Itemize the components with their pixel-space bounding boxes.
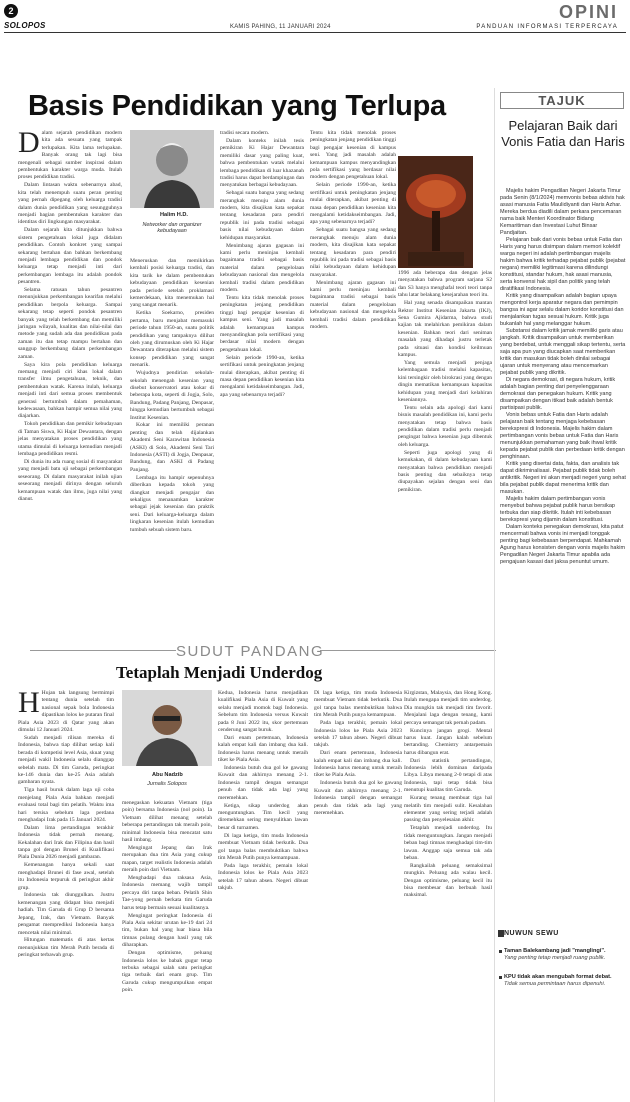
author-photo-halim <box>130 130 214 208</box>
opinion-headline: Tetaplah Menjadi Underdog <box>116 663 323 682</box>
main-headline: Basis Pendidikan yang Terlupa <box>28 90 446 122</box>
main-article-col3: tradisi secara modern. Dalam konteks inilah tesis pemikiran Ki Hajar Dewantara memiliki dasar yang paling kuat, bahwa pembentukan watak melalui lembaga pendidikan di luar khazanah tradisi harus dapat berdampingan dan menyatukan berbagai kebudayaan. Sebagai suatu bangsa yang sedang merangkak menuju alam dunia modern, kita disajikan kata sepakat tentang kesadaran para pendiri republik ini pada tradisi sebagai basis nilai kebudayaan dalam kehidupan masyarakat. Menimbang ajaran gagasan ini kami perlu meninjau kembali bagaimana tradisi sebagai basis material dalam pengelolaan kebudayaan nasional dan mengelola kembali tradisi dalam pendidikan modern. Tentu kita tidak menolak proses peningkatan jenjang pendidikan tinggi bagi pengajar kesenian di kampus seni. Yang jadi masalah adalah kemampuan kampus menyandingkan pola sertifikasi yang berdasar nilai modern dengan pengetahuan lokal. Selain periode 1990-an, ketika sertifikasi untuk peningkatan jenjang mulai diterapkan, akibat penting di masa depan pendidikan kesenian kita mengalami ketidakseimbangan. Jadi, apa yang sebenarnya terjadi? <box>220 130 304 398</box>
paper-logo: SOLOPOS <box>4 21 46 30</box>
opinion-author-role: Jurnalis Solopos <box>147 781 187 787</box>
nuwun-item: KPU tidak akan mengubah format debat. Tidak semua permintaan harus dipenuhi. <box>504 974 626 988</box>
dropcap-h: H <box>18 686 40 719</box>
sudut-pandang-rule-left <box>30 650 176 651</box>
tajuk-body: Majelis hakim Pengadilan Negeri Jakarta Timur pada Senin (8/1/2024) memvonis bebas aktivis hak asasi manusia Fatia Maulidiyanti dan Haris Azhar. Mereka berdua diadili dalam perkara pencemaran nama baik Menteri Koordinator Bidang Kemaritiman dan Investasi Luhut Binsar Pandjaitan. Pelajaran baik dari vonis bebas untuk Fatia dan Haris yang harus disimpan dalam memori kolektif warga negeri ini adalah pertimbangan majelis hakim bahwa kritik terhadap pejabat publik (pejabat negara) memiliki legitimasi karena dilindungi konstitusi, standar hukum, hak asasi manusia, serta konvensi hak sipil dan politik yang telah diratifikasi Indonesia. Kritik yang disampaikan adalah bagian upaya mengontrol kerja aparatur negara dan pemimpin bangsa ini agar selalu dalam koridor konstitusi dan menjalankan tugas sesuai hukum. Kritik juga bukanlah hal yang melanggar hukum. Substansi dalam kritik jamak memiliki garis atau jangkah. Kritik disampaikan untuk memberikan yang berdebat, untuk menggali sikap tertentu, serta saja apa pun yang diucapkan saat memberikan kritik dan masukan tidak boleh dinilai sebagai ujaran untuk menyerang atau mencemarkan pejabat publik yang dikritik. Di negara demokrasi, di negara hukum, kritik adalah bagian penting dari penyelenggaraan demokrasi dan penegakan hukum. Kritik yang disampaikan dengan itikad baik adalah bentuk partisipasi publik. Vonis bebas untuk Fatia dan Haris adalah pelajaran baik tentang menjaga kebebasan berekspresi di Indonesia. Majelis hakim dalam pertimbangan vonis bebas untuk Fatia dan Haris menunjukkan pemahaman yang baik ihwal kritik kepada pejabat publik dan perbedaan kritik dengan penghinaan. Kritik yang disertai data, fakta, dan analisis tak dapat dikriminalisasi. Pejabat publik tidak boleh antikritik. Negeri ini akan menjadi negeri yang sehat bila pejabat publik dapat menerima kritik dan masukan. Majelis hakim dalam pertimbangan vonis menyebut bahwa pejabat publik harus bersikap terbuka dan siap dikritik. Itulah inti kebebasan berekspresi yang dijamin dalam konstitusi. Dalam konteks penegakan demokrasi, kita patut mencermati bahwa vonis ini menjadi tonggak penting bagi kebebasan berpendapat. Mahkamah Agung harus konsisten dengan vonis majelis hakim Pengadilan Negeri Jakarta Timur apabila ada pengajuan kasasi dari jaksa penuntut umum. <box>500 188 626 565</box>
page-number: 2 <box>4 4 18 18</box>
main-article-col4: 1996 ada beberapa dan dengan jelas menyatakan bahwa program sarjana S2 dan S3 hanya menghafal teori teori tanpa tahu latar belakang kesejarahan teori itu. Hal yang senada disampaikan mantan Rektor Institut Kesenian Jakarta (IKJ), Sena Gumira Ajidarma, bahwa studi kajian tak melahirkan pemikiran dalam kesenian. Bahkan teori dari seniman masalah yang dihadapi justru terletak pada situasi dan kondisi keilmuan kampus. Yang semula menjadi penjaga kelembagaan tradisi melalui kapasitas, kini tersingkir oleh birokrasi yang dengan dingin mematikan kemampuan kapasitas kehidupan yang menjadi dari kelahiran keseniannya. Tentu selain ada apologi dari kami bisnis masalah pendidikan ini, kami perlu menyatakan tetap bahwa basis pendidikan dalam tradisi perlu menjadi pengingat bahwa kesenian juga dibentuk oleh keluarga. Seperti juga apologi yang di kemukakan, di dalam kebudayaan kami menyatakan bahwa pendidikan menjadi basis penting dan sebaiknya tetap diupayakan sejalan dengan seni dan pemikiran. <box>398 270 492 493</box>
author-role: Networker dan organizer kebudayaan <box>142 222 202 234</box>
column-divider <box>494 88 495 1102</box>
sudut-pandang-rule-right <box>320 650 496 651</box>
nuwun-sewu-heading: NUWUN SEWU <box>504 930 559 937</box>
article-photo <box>398 156 473 268</box>
opinion-col3: Kedua, Indonesia harus menjadikan kualifikasi Piala Asia di Kuwait yang selalu menjadi momok bagi Indonesia. Sebelum tim Indonesia versus Kuwait pada 8 Juni 2022 itu, skor pertemuan cenderung sangat buruk. Dari enam pertemuan, Indonesia kalah empat kali dan imbang dua kali. Indonesia harus menang untuk meraih tiket ke Piala Asia. Indonesia butuh dua gol ke gawang Kuwait dan akhirnya menang 2-1. Indonesia tampil dengan semangat penuh dan tidak ada lagi yang meremehkan. Ketiga, sikap underdog akan menguntungkan. Tim kecil yang diremehkan sering menyulitkan lawan besar di turnamen. Di laga ketiga, tim muda Indonesia membuat Vietnam tidak berkutik. Dua gol tanpa balas membuktikan bahwa tim Merah Putih punya kemampuan. Pada laga terakhir, pemain lokal Indonesia lolos ke Piala Asia 2023 setelah 17 tahun absen. Negeri dibuat takjub. <box>218 690 308 892</box>
opinion-col3b: Di laga ketiga, tim muda Indonesia membuat Vietnam tidak berkutik. Dua gol tanpa balas membuktikan bahwa tim Merah Putih punya kemampuan. Pada laga terakhir, pemain lokal Indonesia lolos ke Piala Asia 2023 setelah 17 tahun absen. Negeri dibuat takjub. Dari enam pertemuan, Indonesia kalah empat kali dan imbang dua kali. Indonesia harus menang untuk meraih tiket ke Piala Asia. Indonesia butuh dua gol ke gawang Kuwait dan akhirnya menang 2-1. Indonesia tampil dengan semangat penuh dan tidak ada lagi yang meremehkan. <box>314 690 402 816</box>
author-name: Halim H.D. <box>160 212 188 218</box>
main-article-col1: Dalam sejarah pendidikan modern kita ada sesuatu yang tampak terlupakan. Kita lama terlupakan. Banyak orang tak lagi bisa mengenali sebagai sumber inspirasi dalam pembentukan karakter warga muda. Itulah proses pendidikan tradisi. Dalam lintasan waktu sebenarnya abad, kita telah menempuh suatu peran penting yang pernah dipegang oleh keluarga tradisi dalam dunia pendidikan yang sesungguhnya menjadi bagian pembentukan karakter dan identitas diri lingkungan masyarakat. Dalam sejarah kita ditunjukkan bahwa sistem pengetahuan lokal juga didalam pendidikan. Contoh konkret yang sampai sekarang bertahan dan bahkan berkembang menjadi lembaga pendidikan dan pondok keluarga tetap menjadi inti dari perkembangan lembaga itu adalah pondok pesantren. Selama ratusan tahun pesantren menunjukkan perkembangan kearifan melalui pendidikan berpola keluarga. Sampai sekarang tetap seperti pondok pesantren banyak yang telah berkembang dan memiliki jaringan wilayah, kualitas dan nilai-nilai dan metode yang sudah ada dan pendidikan pada zaman itu dan tetap mampu bertahan dan sanggup berkembang dalam perkembangan zaman. Saya kira pola pendidikan keluarga memang menjadi ciri khas lokal dalam transfer ilmu pengetahuan, teknik, dan pembentukan watak. Karena itulah, keluarga menjadi inti dari semua proses membentuk generasi bertumbuh dalam pemahaman, kedewasaan, bahkan hampir semua nilai yang diajarkan. Tokoh pendidikan dan pemikir kebudayaan di Taman Siswa, Ki Hajar Dewantara, dengan jelas menyatakan proses pendidikan yang utama dimulai di keluarga kemudian menjadi lembaga pendidikan resmi. Di dunia itu ada ruang sosial di masyarakat yang menjadi batu uji sebagai perkembangan seseorang. Di dalam masyarakat inilah ujian seseorang menjadi dirinya dengan seluruh kemampuan watak dan ilmu, juga nilai yang dianut. <box>18 126 122 502</box>
opinion-col2: menegaskan kekuatan Vietnam (tiga poin) bersama Indonesia (nol poin). Ia Vietnam dilihat menang setelah beberapa pertandingan tak meraih poin, minimal Indonesia bisa mencatat satu hasil imbang. Mengingat Jepang dan Irak merupakan dua tim Asia yang cukup mapan, target realistis Indonesia adalah meraih poin dari Vietnam. Menghadapi dua raksasa Asia, Indonesia memang wajib tampil percaya diri tanpa beban. Pelatih Shin Tae-yong pernah berkata tim Garuda harus tetap bermain sesuai kualitasnya. Mengingat peringkat Indonesia di Piala Asia sekitar urutan ke-19 dari 24 tim, bukan hal yang luar biasa bila timnas pulang dengan hasil yang tak diharapkan. Dengan optimisme, peluang Indonesia lolos ke babak gugur tetap terbuka sebagai salah satu peringkat tiga terbaik dari enam grup. Tim Garuda cukup mengumpulkan empat poin. <box>122 800 212 994</box>
bullet-icon <box>499 976 502 979</box>
main-article-col2: Meneruskan dan memikirkan kembali posisi keluarga tradisi, dan kita tarik ke dalam pembentukan kebudayaan pendidikan kesenian pada periode setelah proklamasi kemerdekaan, kita menemukan hal yang sangat menarik. Ketika Soekarno, presiden pertama, baru menjabat memasuki periode tahun 1950-an, suatu politik pendidikan yang tampaknya dilihat oleh yang dirumuskan oleh Ki Hajar Dewantara diterapkan melalui sistem konsep pendidikan yang sangat menarik. Wujudnya pendirian sekolah-sekolah menengah kesenian yang disebut konservatori atau kokar di beberapa kota, seperti di Jogja, Solo, Bandung, Padang Panjang, Denpasar, hingga kemudian bertumbuh sebagai Institut Kesenian. Kokar ini memiliki peranan penting dan telah dijalankan Akademi Seni Karawitan Indonesia (ASKI) di Solo, Akademi Seni Tari Indonesia (ASTI) di Jogja, Denpasar, Bandung, dan ASKI di Padang Panjang. Lembaga itu hampir sepenuhnya diberikan kepada tokoh yang diangkat menjadi pengajar dan sekaligus menanamkan karakter sebagai jejak kesenian dan praktik seni. Dari keluarga-keluarga dalam lingkaran kesenian itulah kemudian tumbuh sebuah sistem baru. <box>130 258 214 533</box>
sudut-pandang-label: SUDUT PANDANG <box>176 643 325 660</box>
tagline: PANDUAN INFORMASI TERPERCAYA <box>476 24 618 30</box>
author-photo-abu <box>122 690 212 766</box>
edition-date: KAMIS PAHING, 11 JANUARI 2024 <box>230 24 331 30</box>
opinion-col4: Kirgizstan, Malaysia, dan Hong Kong. Itulah mengapa menjadi tim underdog. Dia mungkin tak menjadi tim favorit. Menjalani laga dengan tenang, kami percaya semangat tak pernah padam. Kuncinya jangan grogi. Mental harus kuat. Jangan kalah sebelum bertanding. Chemistry antarpemain harus dibangun erat. Dari statistik pertandingan, Indonesia lebih dominan daripada Libya. Libya menang 2-0 tetapi di atas Indonesia, tapi tetap tidak bisa menutupi kualitas tim Garuda. Kurang tenang membuat tiga hal melatih tim menjadi sulit. Kesalahan elementer yang sering terjadi adalah passing dan penyelesaian akhir. Tetaplah menjadi underdog. Itu tidak menguntungkan. Jangan menjadi beban bagi timnas menghadapi tim-tim lawan. Anggap saja semua tak ada beban. Rangkailah peluang semaksimal mungkin. Peluang ada walau kecil. Dengan optimisme, peluang kecil itu bisa membesar dan berbuah hasil maksimal. <box>404 690 492 899</box>
masthead-rule <box>4 32 626 33</box>
opinion-author-name: Abu Nadzib <box>152 772 183 778</box>
opinion-col1: H Hujan tak langsung bermimpi tentang dunia setelah tim nasional sepak bola Indonesia dipastikan lolos ke putaran final Piala Asia 2023 di Qatar yang akan dimulai 12 Januari 2024. Sudah menjadi rilisan mereka di Indonesia, bahwa tiap dilihat setiap kali berada di kompetisi level Asia, skuat yang menjadi wakil Indonesia selalu dianggap sebelah mata. Di tim Garuda, peringkat ke-146 dunia dan ke-25 Asia adalah gambaran nyata. Tiga hasil buruk dalam laga uji coba menjelang Piala Asia bahkan menjadi evaluasi total bagi tim pelatih. Waktu ima hari tersisa sebelum laga perdana menghadapi Irak pada 15 Januari 2024. Dalam lima pertandingan terakhir Indonesia tidak pernah menang. Kekalahan dari Irak dan Filipina dan hasil tanpa gol dengan Brunei di Kualifikasi Piala Dunia 2026 menjadi gambaran. Kemenangan hanya sekali saat menghadapi Brunei di fase awal, setelah itu Indonesia terpuruk di peringkat akhir grup. Indonesia tak diunggulkan. Justru kemenangan yang didapat bisa menjadi hadiah. Tim Garuda di Grup D bersama Jepang, Irak, dan Vietnam. Banyak pengamat memprediksi Indonesia hanya mencetak nilai minimal. Hitungan matematis di atas kertas menunjukkan tim Merah Putih berada di peringkat terbawah grup. <box>18 686 114 959</box>
nuwun-sewu-box <box>498 926 628 1098</box>
tajuk-label: TAJUK <box>500 92 624 109</box>
main-article-col3b: Tentu kita tidak menolak proses peningkatan jenjang pendidikan tinggi bagi pengajar kesenian di kampus seni. Yang jadi masalah adalah kemampuan kampus menyandingkan pola sertifikasi yang berdasar nilai modern dengan pengetahuan lokal. Selain periode 1990-an, ketika sertifikasi untuk peningkatan jenjang mulai diterapkan, akibat penting di masa depan pendidikan kesenian kita mengalami ketidakseimbangan. Jadi, apa yang sebenarnya terjadi? Sebagai suatu bangsa yang sedang merangkak menuju alam dunia modern, kita disajikan kata sepakat tentang kesadaran para pendiri republik ini pada tradisi sebagai basis nilai kebudayaan dalam kehidupan masyarakat. Menimbang ajaran gagasan ini kami perlu meninjau kembali bagaimana tradisi sebagai basis material dalam pengelolaan kebudayaan nasional dan mengelola kembali tradisi dalam pendidikan modern. <box>310 130 396 331</box>
section-title: OPINI <box>558 2 618 22</box>
nuwun-item: Taman Balekambang jadi "manglingi". Yang penting tetap menjadi ruang publik. <box>504 948 626 962</box>
dropcap: D <box>18 126 40 159</box>
bullet-icon <box>499 950 502 953</box>
tajuk-title: Pelajaran Baik dari Vonis Fatia dan Haris <box>501 118 625 149</box>
